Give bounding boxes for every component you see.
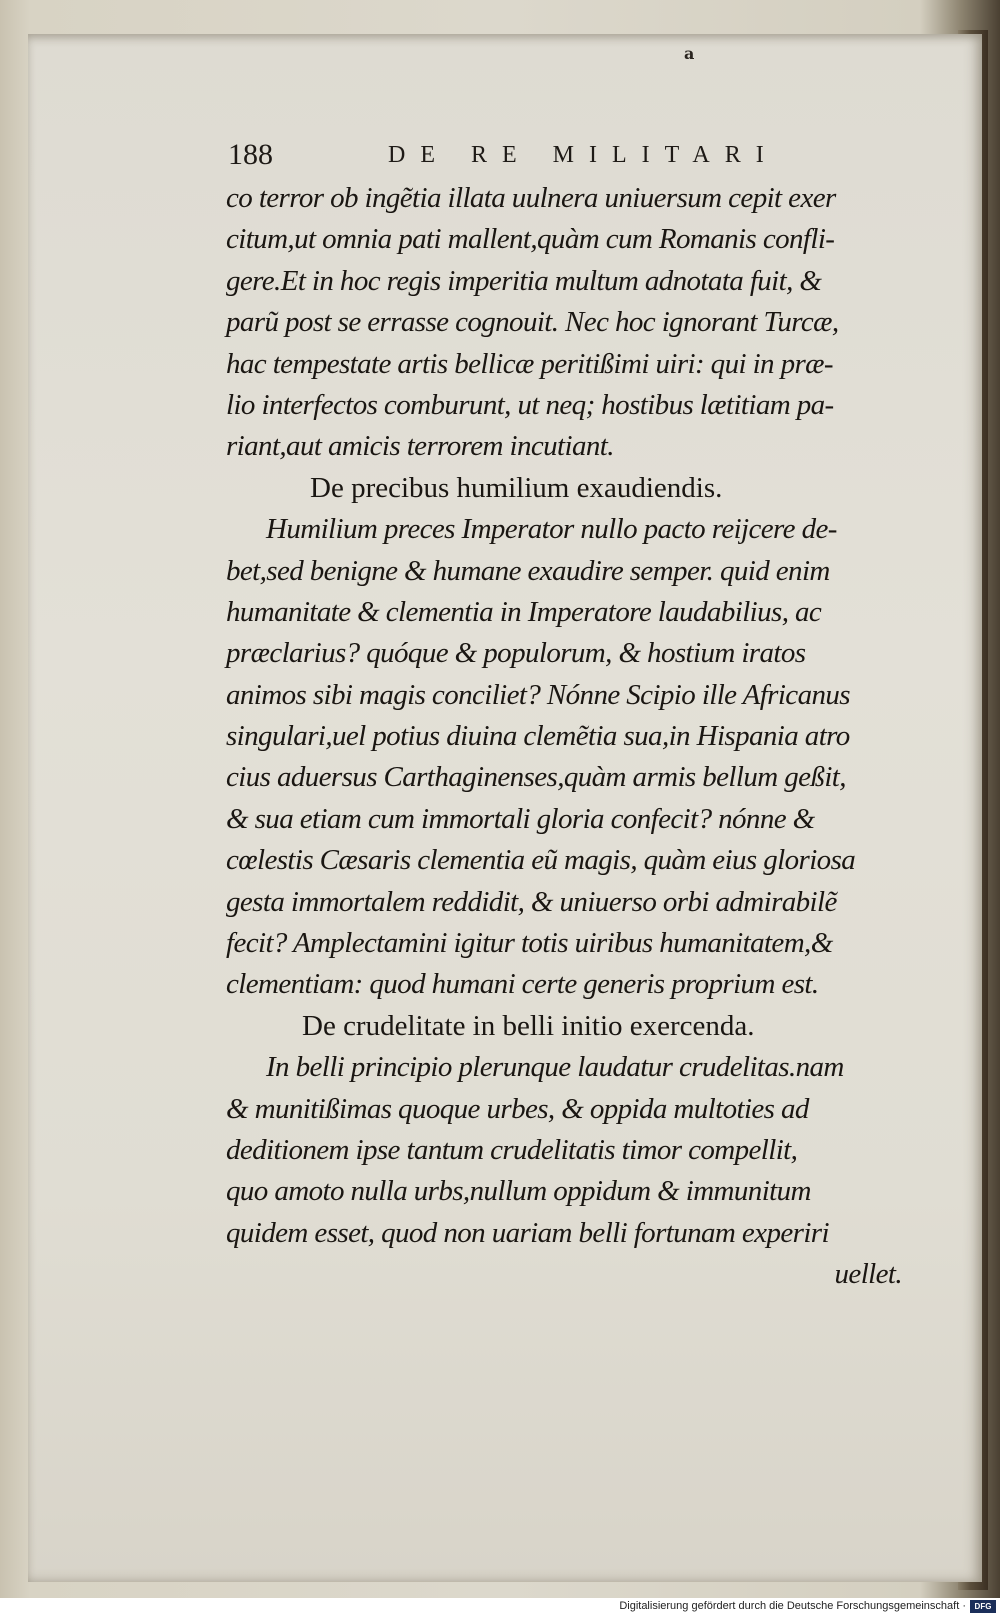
text-line: gesta immortalem reddidit, & uniuerso orbi admirabilẽ (226, 885, 837, 918)
text-line: cœlestis Cæsaris clementia eũ magis, quàm eius gloriosa (226, 844, 856, 877)
text-line: singulari,uel potius diuina clemẽtia sua,in Hispania atro (226, 720, 850, 753)
text-line: deditionem ipse tantum crudelitatis timor compellit, (226, 1133, 798, 1166)
text-line: quo amoto nulla urbs,nullum oppidum & immunitum (226, 1175, 811, 1208)
text-line: cius aduersus Carthaginenses,quàm armis bellum geßit, (226, 761, 846, 794)
text-line: præclarius? quóque & populorum, & hostium iratos (226, 637, 806, 670)
text-line: fecit? Amplectamini igitur totis uiribus humanitatem,& (226, 927, 833, 960)
text-line: citum,ut omnia pati mallent,quàm cum Romanis confli- (226, 223, 835, 256)
text-line: humanitate & clementia in Imperatore laudabilius, ac (226, 595, 822, 628)
text-line: & sua etiam cum immortali gloria confecit? nónne & (226, 802, 815, 835)
text-line: riant,aut amicis terrorem incutiant. (226, 430, 614, 463)
section-heading: De precibus humilium exaudiendis. (310, 471, 723, 504)
page-number: 188 (228, 138, 273, 171)
footer-bar (0, 1598, 1000, 1617)
text-line: quidem esset, quod non uariam belli fortunam experiri (226, 1216, 829, 1249)
section-heading: De crudelitate in belli initio exercenda. (302, 1009, 755, 1042)
text-line: lio interfectos comburunt, ut neq; hostibus lætitiam pa- (226, 388, 834, 421)
text-line: Humilium preces Imperator nullo pacto reijcere de- (266, 513, 837, 546)
signature-mark: a (684, 44, 695, 63)
text-line: uellet. (834, 1258, 902, 1291)
text-line: clementiam: quod humani certe generis proprium est. (226, 968, 819, 1001)
dfg-logo: DFG (970, 1600, 996, 1613)
running-head: DE RE MILITARI (388, 142, 779, 168)
text-line: hac tempestate artis bellicæ peritißimi uiri: qui in præ- (226, 347, 833, 380)
text-line: In belli principio plerunque laudatur crudelitas.nam (266, 1051, 844, 1084)
text-line: bet,sed benigne & humane exaudire semper. quid enim (226, 554, 830, 587)
text-line: & munitißimas quoque urbes, & oppida multoties ad (226, 1092, 809, 1125)
text-line: gere.Et in hoc regis imperitia multum adnotata fuit, & (226, 264, 822, 297)
funding-credit: Digitalisierung gefördert durch die Deutsche Forschungsgemeinschaft · (619, 1600, 966, 1612)
text-line: animos sibi magis conciliet? Nónne Scipio ille Africanus (226, 678, 850, 711)
text-line: co terror ob ingẽtia illata uulnera uniuersum cepit exer (226, 182, 836, 214)
text-line: parũ post se errasse cognouit. Nec hoc ignorant Turcæ, (226, 306, 839, 339)
page-body (226, 178, 906, 1296)
